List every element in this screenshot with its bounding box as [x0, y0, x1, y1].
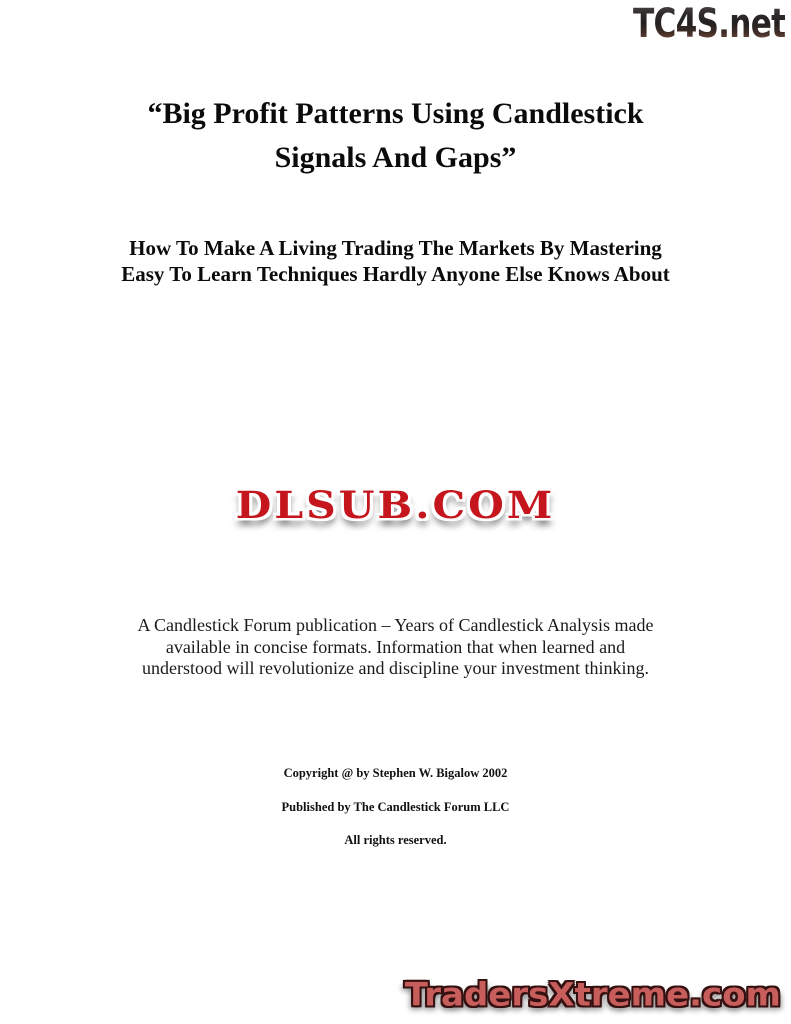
dlsub-com-logo[interactable]: DLSUB.COM: [235, 482, 556, 528]
title-line-2: Signals And Gaps”: [274, 141, 517, 174]
description-line-2: available in concise formats. Information that when learned and: [165, 636, 626, 657]
publication-description: [0, 615, 791, 680]
description-line-3: understood will revolutionize and discipline your investment thinking.: [142, 658, 649, 678]
document-title: [0, 92, 791, 180]
copyright-author-line: Copyright @ by Stephen W. Bigalow 2002: [283, 766, 508, 780]
copyright-publisher-line: Published by The Candlestick Forum LLC: [281, 799, 510, 814]
subtitle-line-2: Easy To Learn Techniques Hardly Anyone Else Knows About: [121, 262, 670, 286]
copyright-rights-line: All rights reserved.: [344, 833, 447, 847]
subtitle-line-1: How To Make A Living Trading The Markets By Mastering: [129, 236, 662, 260]
copyright-block: [0, 767, 791, 868]
tc4s-net-logo[interactable]: TC4S.net: [632, 1, 785, 47]
dlsub-logo-container: [0, 481, 791, 529]
description-line-1: A Candlestick Forum publication – Years of Candlestick Analysis made: [137, 615, 654, 635]
tradersxtreme-com-logo[interactable]: TradersXtreme.com: [404, 976, 781, 1014]
document-subtitle: [0, 235, 791, 287]
title-line-1: “Big Profit Patterns Using Candlestick: [147, 97, 644, 130]
